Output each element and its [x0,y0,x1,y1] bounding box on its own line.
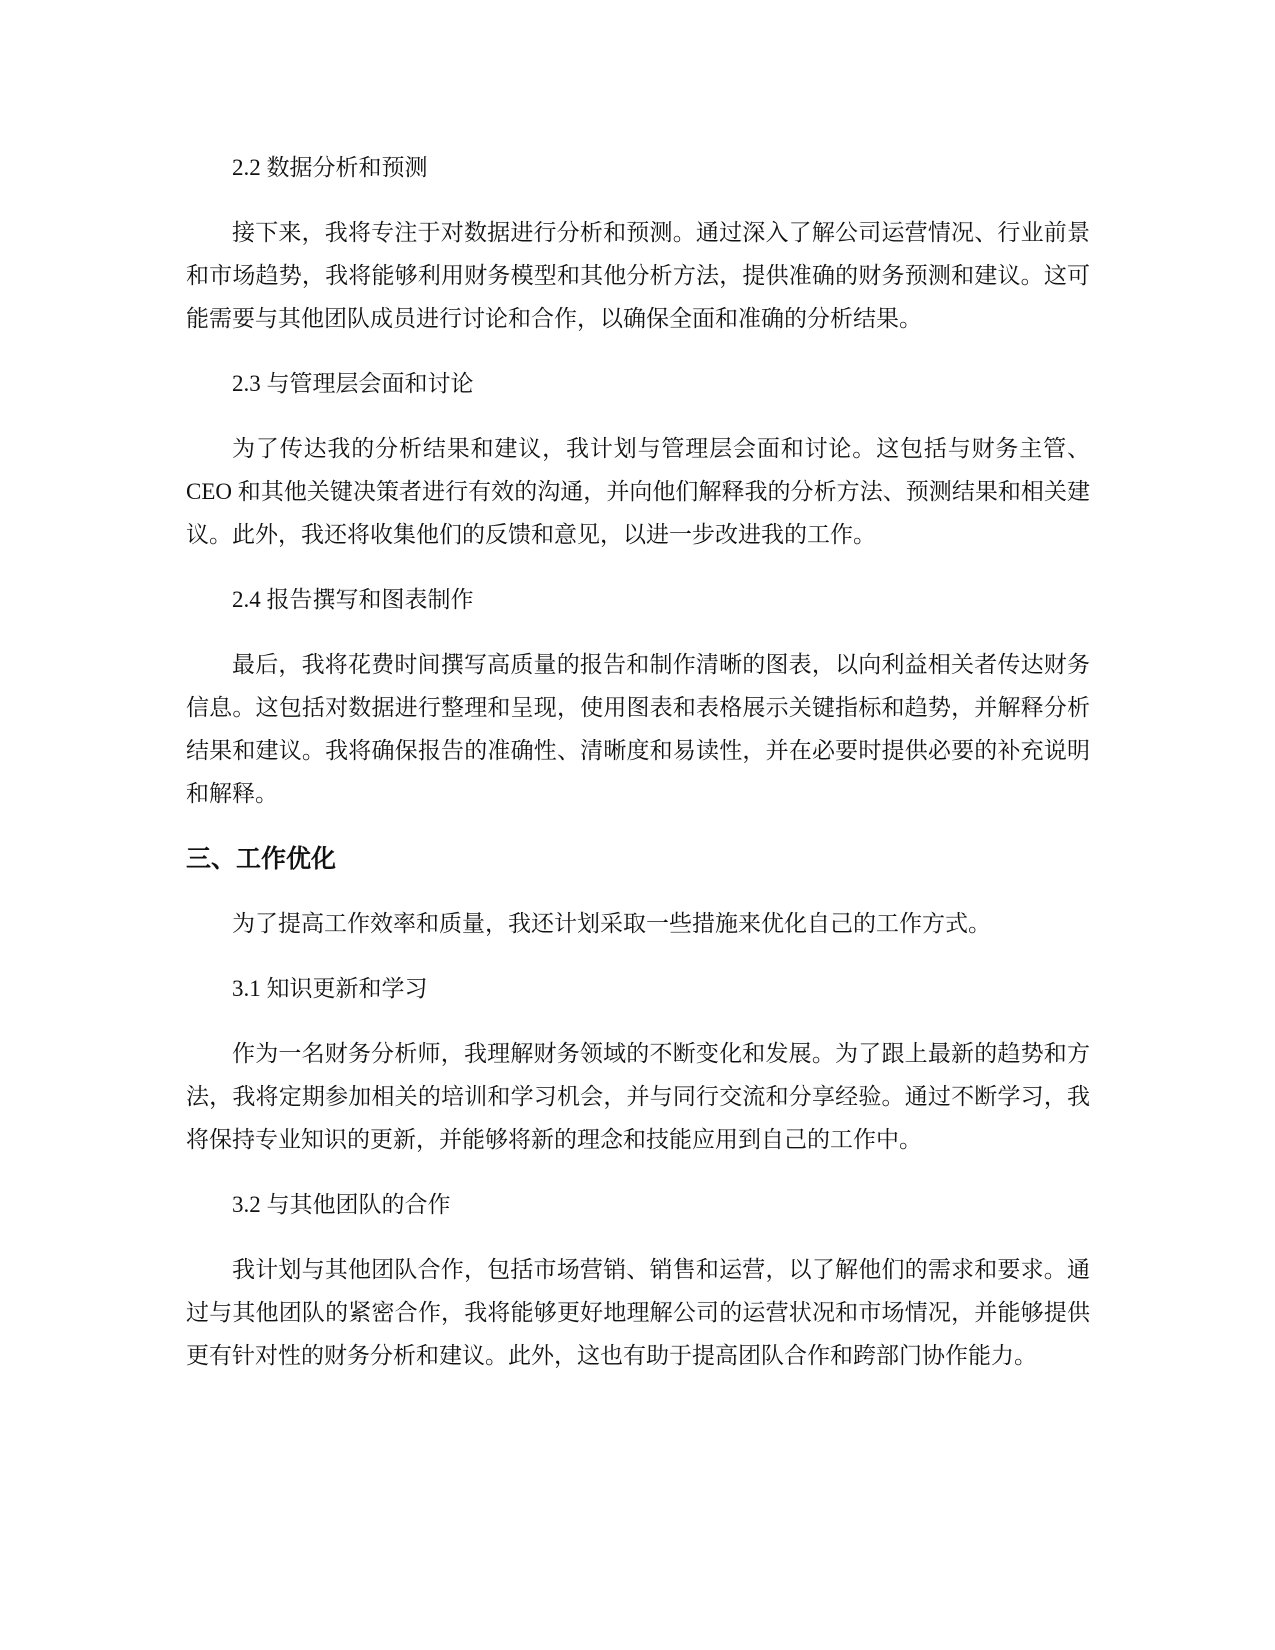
paragraph-3-1: 作为一名财务分析师，我理解财务领域的不断变化和发展。为了跟上最新的趋势和方法，我将定期参加相关的培训和学习机会，并与同行交流和分享经验。通过不断学习，我将保持专业知识的更新，并能够将新的理念和技能应用到自己的工作中。 [186,1041,1090,1152]
paragraph-2-2: 接下来，我将专注于对数据进行分析和预测。通过深入了解公司运营情况、行业前景和市场趋势，我将能够利用财务模型和其他分析方法，提供准确的财务预测和建议。这可能需要与其他团队成员进行讨论和合作，以确保全面和准确的分析结果。 [186,220,1090,331]
subsection-heading-3-1: 3.1 知识更新和学习 [232,976,428,1001]
subsection-heading-3-2: 3.2 与其他团队的合作 [232,1192,451,1217]
paragraph-2-4: 最后，我将花费时间撰写高质量的报告和制作清晰的图表，以向利益相关者传达财务信息。这包括对数据进行整理和呈现，使用图表和表格展示关键指标和趋势，并解释分析结果和建议。我将确保报告的准确性、清晰度和易读性，并在必要时提供必要的补充说明和解释。 [186,652,1090,806]
subsection-heading-2-4: 2.4 报告撰写和图表制作 [232,587,474,612]
subsection-heading-2-2: 2.2 数据分析和预测 [232,155,428,180]
section-heading-3: 三、工作优化 [186,844,337,873]
document-body [186,146,1090,1377]
paragraph-3-2: 我计划与其他团队合作，包括市场营销、销售和运营，以了解他们的需求和要求。通过与其他团队的紧密合作，我将能够更好地理解公司的运营状况和市场情况，并能够提供更有针对性的财务分析和建议。此外，这也有助于提高团队合作和跨部门协作能力。 [186,1257,1090,1368]
paragraph-2-3: 为了传达我的分析结果和建议，我计划与管理层会面和讨论。这包括与财务主管、CEO 和其他关键决策者进行有效的沟通，并向他们解释我的分析方法、预测结果和相关建议。此外，我还将收集他们的反馈和意见，以进一步改进我的工作。 [186,436,1090,547]
paragraph-section-3-intro: 为了提高工作效率和质量，我还计划采取一些措施来优化自己的工作方式。 [232,911,991,936]
subsection-heading-2-3: 2.3 与管理层会面和讨论 [232,371,474,396]
